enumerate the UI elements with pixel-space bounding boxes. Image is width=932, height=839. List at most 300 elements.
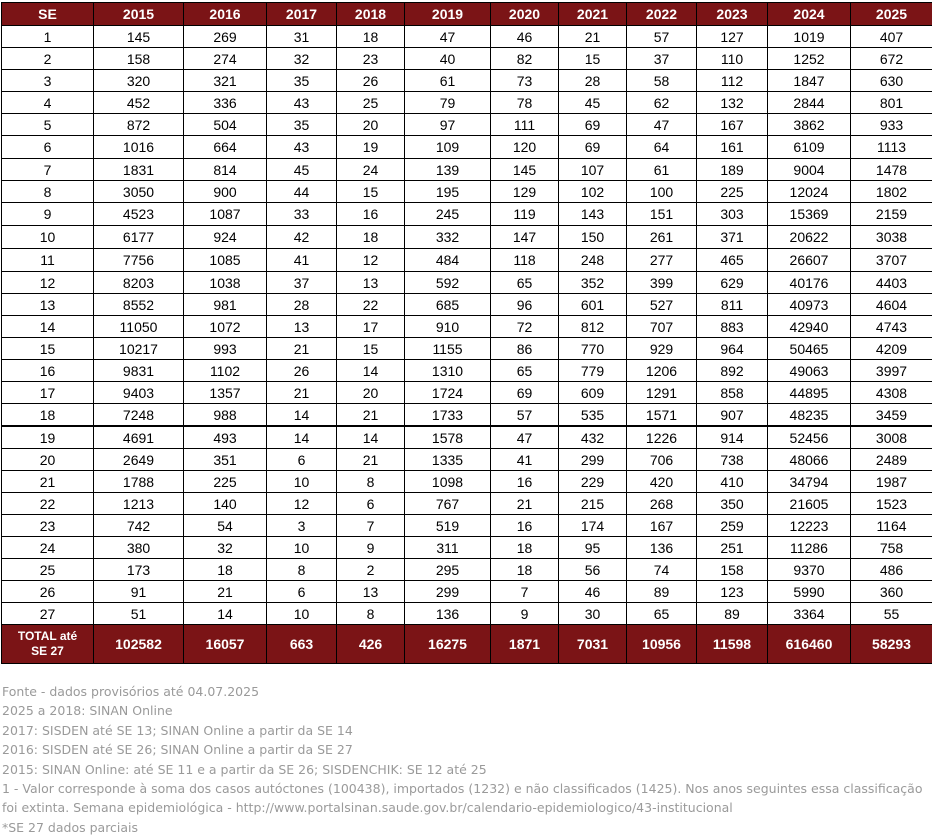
value-cell: 738	[697, 449, 768, 471]
value-cell: 493	[184, 426, 267, 449]
value-cell: 151	[627, 203, 697, 226]
se-cell: 26	[2, 581, 94, 603]
value-cell: 929	[627, 338, 697, 360]
value-cell: 28	[267, 294, 337, 316]
value-cell: 11286	[768, 537, 851, 559]
value-cell: 779	[559, 360, 627, 382]
value-cell: 21605	[768, 493, 851, 515]
value-cell: 3707	[851, 249, 932, 272]
value-cell: 1571	[627, 404, 697, 427]
header-year-2021: 2021	[559, 3, 627, 26]
value-cell: 399	[627, 272, 697, 294]
value-cell: 14	[184, 603, 267, 625]
table-header-row	[2, 3, 932, 26]
value-cell: 1788	[94, 471, 184, 493]
value-cell: 8	[337, 471, 405, 493]
value-cell: 630	[851, 70, 932, 92]
value-cell: 1733	[405, 404, 491, 427]
value-cell: 35	[267, 114, 337, 136]
value-cell: 10	[267, 537, 337, 559]
value-cell: 2844	[768, 92, 851, 114]
value-cell: 65	[627, 603, 697, 625]
value-cell: 21	[267, 382, 337, 404]
total-value-2018: 426	[337, 625, 405, 664]
value-cell: 41	[267, 249, 337, 272]
value-cell: 1252	[768, 48, 851, 70]
value-cell: 1987	[851, 471, 932, 493]
total-value-2016: 16057	[184, 625, 267, 664]
value-cell: 21	[337, 404, 405, 427]
value-cell: 15369	[768, 203, 851, 226]
value-cell: 295	[405, 559, 491, 581]
value-cell: 4403	[851, 272, 932, 294]
value-cell: 1335	[405, 449, 491, 471]
value-cell: 336	[184, 92, 267, 114]
value-cell: 145	[94, 26, 184, 48]
value-cell: 44	[267, 181, 337, 203]
value-cell: 18	[491, 559, 559, 581]
value-cell: 61	[405, 70, 491, 92]
value-cell: 351	[184, 449, 267, 471]
value-cell: 872	[94, 114, 184, 136]
value-cell: 225	[697, 181, 768, 203]
value-cell: 8552	[94, 294, 184, 316]
value-cell: 1098	[405, 471, 491, 493]
value-cell: 26	[337, 70, 405, 92]
value-cell: 78	[491, 92, 559, 114]
value-cell: 10	[267, 471, 337, 493]
value-cell: 21	[184, 581, 267, 603]
se-cell: 18	[2, 404, 94, 427]
total-value-2025: 58293	[851, 625, 932, 664]
value-cell: 35	[267, 70, 337, 92]
value-cell: 174	[559, 515, 627, 537]
value-cell: 452	[94, 92, 184, 114]
value-cell: 44895	[768, 382, 851, 404]
value-cell: 3862	[768, 114, 851, 136]
se-cell: 14	[2, 316, 94, 338]
se-cell: 2	[2, 48, 94, 70]
value-cell: 407	[851, 26, 932, 48]
system-note-2015: 2015: SINAN Online: até SE 11 e a partir da SE 26; SISDENCHIK: SE 12 até 25	[2, 761, 487, 777]
value-cell: 15	[559, 48, 627, 70]
value-cell: 1357	[184, 382, 267, 404]
value-cell: 303	[697, 203, 768, 226]
footnotes	[2, 682, 930, 837]
value-cell: 26607	[768, 249, 851, 272]
value-cell: 858	[697, 382, 768, 404]
value-cell: 504	[184, 114, 267, 136]
table-row	[2, 493, 932, 515]
value-cell: 23	[337, 48, 405, 70]
value-cell: 2	[337, 559, 405, 581]
header-year-2018: 2018	[337, 3, 405, 26]
table-row	[2, 92, 932, 114]
table-row	[2, 316, 932, 338]
value-cell: 123	[697, 581, 768, 603]
value-cell: 6109	[768, 136, 851, 159]
value-cell: 814	[184, 159, 267, 181]
value-cell: 111	[491, 114, 559, 136]
se-cell: 20	[2, 449, 94, 471]
value-cell: 767	[405, 493, 491, 515]
value-cell: 9	[337, 537, 405, 559]
value-cell: 100	[627, 181, 697, 203]
value-cell: 1478	[851, 159, 932, 181]
value-cell: 61	[627, 159, 697, 181]
value-cell: 1213	[94, 493, 184, 515]
total-value-2024: 616460	[768, 625, 851, 664]
system-note-2017: 2017: SISDEN até SE 13; SINAN Online a partir da SE 14	[2, 722, 353, 738]
value-cell: 143	[559, 203, 627, 226]
value-cell: 30	[559, 603, 627, 625]
value-cell: 519	[405, 515, 491, 537]
total-label-line1: TOTAL até	[17, 629, 78, 643]
se-cell: 16	[2, 360, 94, 382]
value-cell: 900	[184, 181, 267, 203]
table-row	[2, 249, 932, 272]
header-year-2016: 2016	[184, 3, 267, 26]
table-row	[2, 515, 932, 537]
value-cell: 112	[697, 70, 768, 92]
se-cell: 22	[2, 493, 94, 515]
value-cell: 269	[184, 26, 267, 48]
value-cell: 18	[184, 559, 267, 581]
value-cell: 6	[267, 581, 337, 603]
value-cell: 259	[697, 515, 768, 537]
se-cell: 27	[2, 603, 94, 625]
header-year-2025: 2025	[851, 3, 932, 26]
se-cell: 9	[2, 203, 94, 226]
header-year-2015: 2015	[94, 3, 184, 26]
classification-note: 1 - Valor corresponde à soma dos casos autóctones (100438), importados (1232) e não classificados (1425). Nos anos seguintes essa classificação foi extinta. Semana epidemiológica - http://www.portalsinan.saude.gov.br/calendario-epidemiologico/43-institucional	[2, 781, 923, 816]
value-cell: 54	[184, 515, 267, 537]
value-cell: 629	[697, 272, 768, 294]
value-cell: 21	[491, 493, 559, 515]
value-cell: 801	[851, 92, 932, 114]
value-cell: 69	[559, 136, 627, 159]
table-row	[2, 471, 932, 493]
value-cell: 1038	[184, 272, 267, 294]
value-cell: 1206	[627, 360, 697, 382]
se-cell: 24	[2, 537, 94, 559]
se-cell: 15	[2, 338, 94, 360]
value-cell: 1019	[768, 26, 851, 48]
table-row	[2, 360, 932, 382]
value-cell: 964	[697, 338, 768, 360]
value-cell: 7	[491, 581, 559, 603]
value-cell: 981	[184, 294, 267, 316]
se-cell: 21	[2, 471, 94, 493]
value-cell: 9370	[768, 559, 851, 581]
value-cell: 664	[184, 136, 267, 159]
value-cell: 4743	[851, 316, 932, 338]
value-cell: 380	[94, 537, 184, 559]
value-cell: 2489	[851, 449, 932, 471]
value-cell: 34794	[768, 471, 851, 493]
se-cell: 4	[2, 92, 94, 114]
value-cell: 12	[267, 493, 337, 515]
table-row	[2, 537, 932, 559]
value-cell: 465	[697, 249, 768, 272]
header-year-2023: 2023	[697, 3, 768, 26]
header-se: SE	[2, 3, 94, 26]
total-value-2020: 1871	[491, 625, 559, 664]
value-cell: 1087	[184, 203, 267, 226]
value-cell: 69	[559, 114, 627, 136]
value-cell: 109	[405, 136, 491, 159]
se-cell: 5	[2, 114, 94, 136]
value-cell: 8	[267, 559, 337, 581]
value-cell: 1072	[184, 316, 267, 338]
value-cell: 32	[267, 48, 337, 70]
value-cell: 11050	[94, 316, 184, 338]
se-cell: 11	[2, 249, 94, 272]
value-cell: 811	[697, 294, 768, 316]
total-value-2021: 7031	[559, 625, 627, 664]
value-cell: 527	[627, 294, 697, 316]
table-row	[2, 382, 932, 404]
value-cell: 248	[559, 249, 627, 272]
value-cell: 10	[267, 603, 337, 625]
value-cell: 120	[491, 136, 559, 159]
value-cell: 2649	[94, 449, 184, 471]
value-cell: 145	[491, 159, 559, 181]
value-cell: 4523	[94, 203, 184, 226]
se-cell: 6	[2, 136, 94, 159]
value-cell: 9004	[768, 159, 851, 181]
value-cell: 3364	[768, 603, 851, 625]
value-cell: 47	[627, 114, 697, 136]
value-cell: 21	[267, 338, 337, 360]
value-cell: 15	[337, 338, 405, 360]
value-cell: 173	[94, 559, 184, 581]
value-cell: 32	[184, 537, 267, 559]
partial-week-note: *SE 27 dados parciais	[2, 819, 139, 835]
value-cell: 147	[491, 226, 559, 249]
value-cell: 12024	[768, 181, 851, 203]
value-cell: 350	[697, 493, 768, 515]
value-cell: 158	[94, 48, 184, 70]
value-cell: 50465	[768, 338, 851, 360]
value-cell: 57	[627, 26, 697, 48]
value-cell: 56	[559, 559, 627, 581]
value-cell: 42940	[768, 316, 851, 338]
value-cell: 132	[697, 92, 768, 114]
value-cell: 48066	[768, 449, 851, 471]
value-cell: 189	[697, 159, 768, 181]
value-cell: 49063	[768, 360, 851, 382]
value-cell: 299	[559, 449, 627, 471]
se-cell: 13	[2, 294, 94, 316]
value-cell: 16	[337, 203, 405, 226]
value-cell: 89	[627, 581, 697, 603]
value-cell: 20622	[768, 226, 851, 249]
value-cell: 277	[627, 249, 697, 272]
se-cell: 19	[2, 426, 94, 449]
value-cell: 988	[184, 404, 267, 427]
table-row	[2, 338, 932, 360]
value-cell: 41	[491, 449, 559, 471]
value-cell: 119	[491, 203, 559, 226]
value-cell: 86	[491, 338, 559, 360]
value-cell: 140	[184, 493, 267, 515]
value-cell: 47	[491, 426, 559, 449]
value-cell: 14	[337, 426, 405, 449]
value-cell: 95	[559, 537, 627, 559]
value-cell: 907	[697, 404, 768, 427]
value-cell: 1226	[627, 426, 697, 449]
value-cell: 1310	[405, 360, 491, 382]
se-cell: 7	[2, 159, 94, 181]
value-cell: 52456	[768, 426, 851, 449]
value-cell: 18	[491, 537, 559, 559]
value-cell: 1016	[94, 136, 184, 159]
value-cell: 18	[337, 226, 405, 249]
value-cell: 3459	[851, 404, 932, 427]
source-note: Fonte - dados provisórios até 04.07.2025	[2, 684, 260, 699]
value-cell: 311	[405, 537, 491, 559]
value-cell: 225	[184, 471, 267, 493]
table-body	[2, 26, 932, 625]
value-cell: 9403	[94, 382, 184, 404]
value-cell: 9	[491, 603, 559, 625]
value-cell: 1164	[851, 515, 932, 537]
value-cell: 73	[491, 70, 559, 92]
value-cell: 13	[267, 316, 337, 338]
value-cell: 215	[559, 493, 627, 515]
value-cell: 45	[267, 159, 337, 181]
value-cell: 65	[491, 360, 559, 382]
table-row	[2, 404, 932, 427]
value-cell: 245	[405, 203, 491, 226]
system-note-2018-2025: 2025 a 2018: SINAN Online	[2, 703, 173, 719]
value-cell: 45	[559, 92, 627, 114]
value-cell: 167	[697, 114, 768, 136]
value-cell: 40	[405, 48, 491, 70]
header-year-2024: 2024	[768, 3, 851, 26]
value-cell: 592	[405, 272, 491, 294]
value-cell: 4209	[851, 338, 932, 360]
value-cell: 8203	[94, 272, 184, 294]
value-cell: 486	[851, 559, 932, 581]
value-cell: 20	[337, 382, 405, 404]
value-cell: 706	[627, 449, 697, 471]
value-cell: 812	[559, 316, 627, 338]
value-cell: 7248	[94, 404, 184, 427]
value-cell: 484	[405, 249, 491, 272]
value-cell: 410	[697, 471, 768, 493]
value-cell: 910	[405, 316, 491, 338]
value-cell: 12223	[768, 515, 851, 537]
value-cell: 20	[337, 114, 405, 136]
value-cell: 332	[405, 226, 491, 249]
total-value-2017: 663	[267, 625, 337, 664]
table-row	[2, 70, 932, 92]
header-year-2017: 2017	[267, 3, 337, 26]
value-cell: 40973	[768, 294, 851, 316]
value-cell: 274	[184, 48, 267, 70]
value-cell: 72	[491, 316, 559, 338]
value-cell: 770	[559, 338, 627, 360]
value-cell: 924	[184, 226, 267, 249]
system-note-2016: 2016: SISDEN até SE 26; SINAN Online a partir da SE 27	[2, 742, 353, 758]
value-cell: 609	[559, 382, 627, 404]
value-cell: 2159	[851, 203, 932, 226]
value-cell: 14	[337, 360, 405, 382]
value-cell: 1847	[768, 70, 851, 92]
value-cell: 42	[267, 226, 337, 249]
table-row	[2, 449, 932, 471]
value-cell: 136	[627, 537, 697, 559]
value-cell: 1291	[627, 382, 697, 404]
value-cell: 914	[697, 426, 768, 449]
value-cell: 16	[491, 471, 559, 493]
value-cell: 535	[559, 404, 627, 427]
value-cell: 118	[491, 249, 559, 272]
total-value-2019: 16275	[405, 625, 491, 664]
value-cell: 13	[337, 272, 405, 294]
value-cell: 89	[697, 603, 768, 625]
value-cell: 55	[851, 603, 932, 625]
value-cell: 1155	[405, 338, 491, 360]
table-row	[2, 136, 932, 159]
value-cell: 158	[697, 559, 768, 581]
value-cell: 12	[337, 249, 405, 272]
table-row	[2, 226, 932, 249]
value-cell: 1802	[851, 181, 932, 203]
value-cell: 91	[94, 581, 184, 603]
value-cell: 82	[491, 48, 559, 70]
value-cell: 26	[267, 360, 337, 382]
se-cell: 8	[2, 181, 94, 203]
total-row	[2, 625, 932, 664]
total-label	[2, 625, 94, 664]
se-cell: 1	[2, 26, 94, 48]
value-cell: 57	[491, 404, 559, 427]
value-cell: 251	[697, 537, 768, 559]
value-cell: 58	[627, 70, 697, 92]
se-cell: 10	[2, 226, 94, 249]
value-cell: 37	[267, 272, 337, 294]
value-cell: 1831	[94, 159, 184, 181]
value-cell: 299	[405, 581, 491, 603]
value-cell: 136	[405, 603, 491, 625]
se-cell: 25	[2, 559, 94, 581]
table-row	[2, 603, 932, 625]
value-cell: 1113	[851, 136, 932, 159]
value-cell: 69	[491, 382, 559, 404]
value-cell: 150	[559, 226, 627, 249]
total-value-2022: 10956	[627, 625, 697, 664]
value-cell: 268	[627, 493, 697, 515]
table-row	[2, 559, 932, 581]
value-cell: 3008	[851, 426, 932, 449]
value-cell: 933	[851, 114, 932, 136]
value-cell: 28	[559, 70, 627, 92]
value-cell: 352	[559, 272, 627, 294]
value-cell: 883	[697, 316, 768, 338]
value-cell: 742	[94, 515, 184, 537]
total-label-line2: SE 27	[31, 644, 64, 658]
value-cell: 601	[559, 294, 627, 316]
value-cell: 64	[627, 136, 697, 159]
value-cell: 14	[267, 426, 337, 449]
value-cell: 79	[405, 92, 491, 114]
header-year-2020: 2020	[491, 3, 559, 26]
value-cell: 3997	[851, 360, 932, 382]
se-cell: 12	[2, 272, 94, 294]
